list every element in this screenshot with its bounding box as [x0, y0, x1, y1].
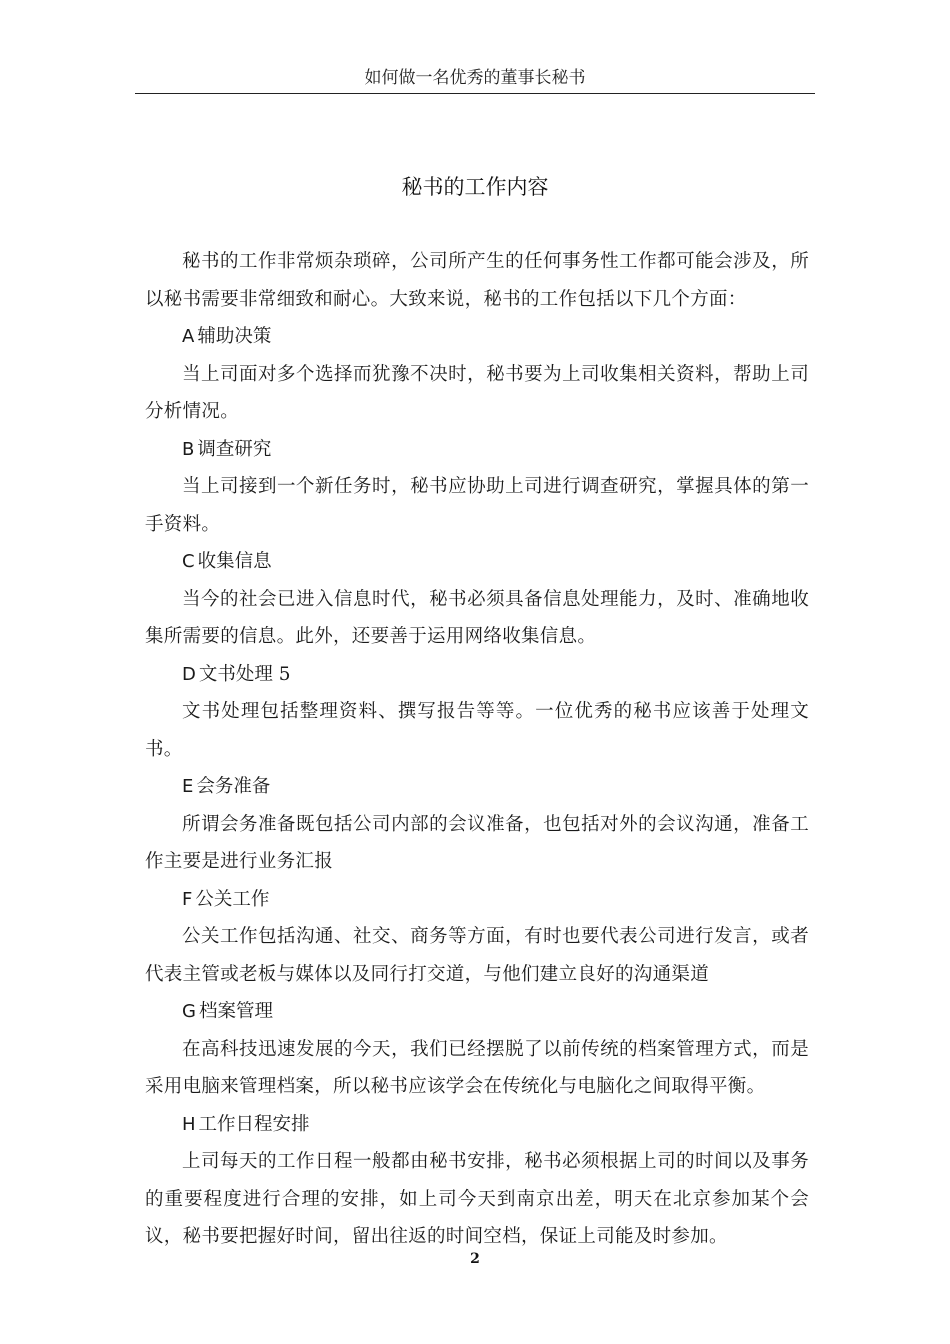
section-heading-text: 工作日程安排	[198, 1113, 310, 1135]
section-heading-text: 会务准备	[196, 776, 271, 797]
header-rule	[135, 93, 815, 94]
section-letter: E	[182, 776, 194, 797]
section-letter: B	[182, 438, 195, 460]
section-body-d: 文书处理包括整理资料、撰写报告等等。一位优秀的秘书应该善于处理文书。	[145, 701, 809, 760]
page-number: 2	[470, 1251, 480, 1267]
section-heading-d	[145, 656, 809, 694]
section-body-f: 公关工作包括沟通、社交、商务等方面，有时也要代表公司进行发言，或者代表主管或老板与媒体以及同行打交道，与他们建立良好的沟通渠道	[145, 926, 809, 985]
section-letter: A	[182, 326, 195, 347]
section-letter: H	[182, 1113, 196, 1135]
section-heading-text: 收集信息	[197, 551, 272, 572]
section-heading-h	[145, 1106, 809, 1144]
section-heading-g	[145, 993, 809, 1031]
section-letter: C	[182, 551, 195, 572]
section-body-b: 当上司接到一个新任务时，秘书应协助上司进行调查研究，掌握具体的第一手资料。	[145, 476, 809, 535]
body-text	[145, 243, 809, 1256]
section-body-e: 所谓会务准备既包括公司内部的会议准备，也包括对外的会议沟通，准备工作主要是进行业务汇报	[145, 813, 809, 872]
section-body-a: 当上司面对多个选择而犹豫不决时，秘书要为上司收集相关资料，帮助上司分析情况。	[145, 363, 809, 422]
section-heading-f	[145, 881, 809, 919]
section-letter: D	[182, 663, 196, 685]
running-header: 如何做一名优秀的董事长秘书	[364, 68, 586, 88]
section-letter: F	[182, 888, 193, 910]
section-heading-text: 辅助决策	[197, 326, 272, 347]
section-body-g: 在高科技迅速发展的今天，我们已经摆脱了以前传统的档案管理方式，而是采用电脑来管理档案，所以秘书应该学会在传统化与电脑化之间取得平衡。	[145, 1038, 809, 1097]
section-heading-text: 文书处理 5	[198, 663, 291, 685]
page-title: 秘书的工作内容	[401, 175, 549, 199]
section-body-h: 上司每天的工作日程一般都由秘书安排，秘书必须根据上司的时间以及事务的重要程度进行合理的安排，如上司今天到南京出差，明天在北京参加某个会议，秘书要把握好时间，留出往返的时间空档，保证上司能及时参加。	[145, 1151, 809, 1247]
section-heading-e	[145, 768, 809, 806]
section-heading-c	[145, 543, 809, 581]
section-heading-text: 档案管理	[198, 1001, 273, 1022]
section-heading-a	[145, 318, 809, 356]
section-body-c: 当今的社会已进入信息时代，秘书必须具备信息处理能力，及时、准确地收集所需要的信息。此外，还要善于运用网络收集信息。	[145, 588, 809, 647]
section-letter: G	[182, 1001, 196, 1022]
section-heading-text: 公关工作	[195, 888, 270, 910]
section-heading-text: 调查研究	[197, 438, 272, 460]
section-heading-b	[145, 431, 809, 469]
intro-paragraph: 秘书的工作非常烦杂琐碎，公司所产生的任何事务性工作都可能会涉及，所以秘书需要非常细致和耐心。大致来说，秘书的工作包括以下几个方面：	[145, 251, 809, 310]
